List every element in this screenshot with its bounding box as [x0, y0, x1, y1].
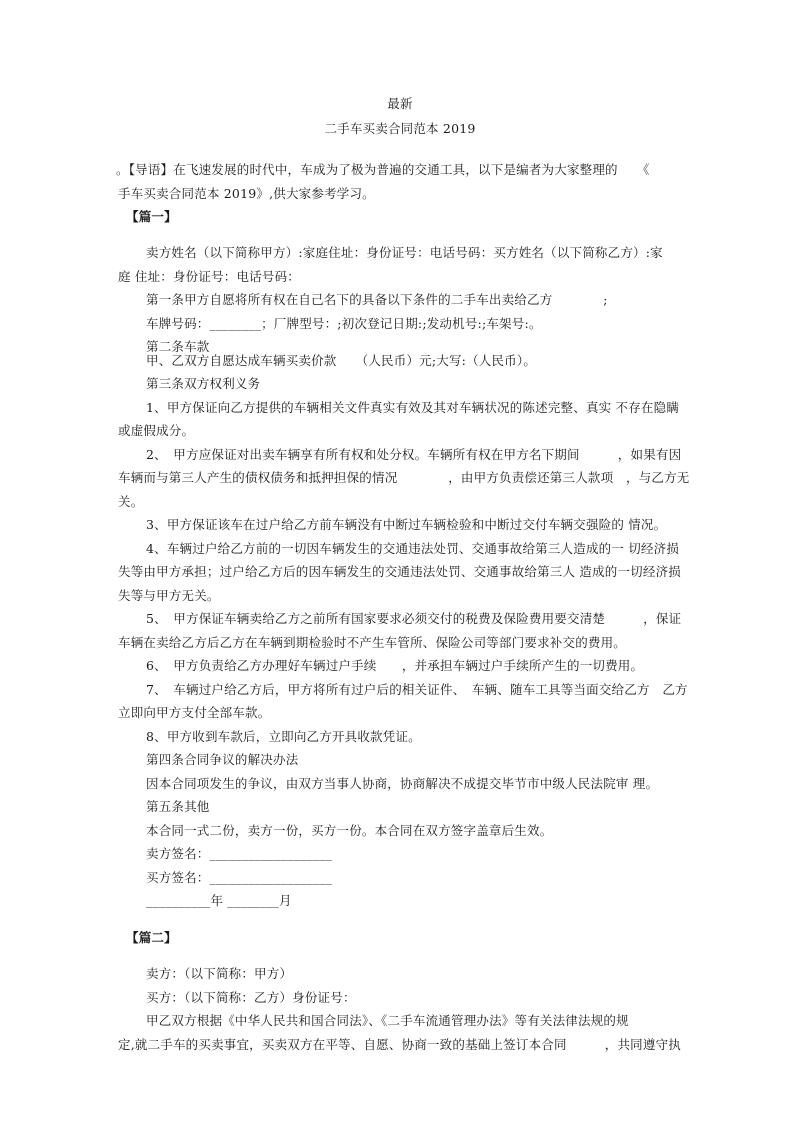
paragraph-line: 车辆在卖给乙方后乙方在车辆到期检验时不产生车管所、保险公司等部门要求补交的费用。: [118, 635, 627, 650]
article-heading: 第四条合同争议的解决办法: [146, 752, 299, 767]
document-title: 二手车买卖合同范本 2019: [324, 121, 476, 136]
intro-line-1: 。【导语】在飞速发展的时代中，车成为了极为普遍的交通工具，以下是编者为大家整理的 《: [116, 162, 650, 177]
paragraph-line: 或虚假成分。: [118, 423, 195, 438]
paragraph-line: 6、 甲方负责给乙方办理好车辆过户手续 ，并承担车辆过户手续所产生的一切费用。: [146, 658, 644, 673]
paragraph-line: 失等与甲方无关。: [118, 588, 220, 603]
paragraph-line: 卖方姓名（以下简称甲方）:家庭住址：身份证号：电话号码：买方姓名（以下简称乙方）:家: [146, 245, 663, 260]
article-heading: 第二条车款: [146, 339, 210, 354]
paragraph-line: 4、车辆过户给乙方前的一切因车辆发生的交通违法处罚、交通事故给第三人造成的一 切经济损: [146, 541, 680, 556]
buyer-signature-line: 买方签名：___________________: [146, 870, 333, 885]
paragraph-line: 第一条甲方自愿将所有权在自己名下的具备以下条件的二手车出卖给乙方 ;: [146, 292, 608, 307]
paragraph-line: 定,就二手车的买卖事宜，买卖双方在平等、自愿、协商一致的基础上签订本合同 ，共同遵守执: [118, 1037, 681, 1052]
paragraph-line: 车辆而与第三人产生的债权债务和抵押担保的情况 ，由甲方负责偿还第三人款项 ，与乙方无: [118, 470, 690, 485]
paragraph-line: 2、 甲方应保证对出卖车辆享有所有权和处分权。车辆所有权在甲方名下期间 ，如果有因: [146, 447, 682, 462]
date-line: __________年 ________月: [146, 893, 292, 908]
article-heading: 第五条其他: [146, 799, 210, 814]
document-header: 最新: [387, 96, 413, 111]
paragraph-line: 庭 住址：身份证号：电话号码：: [118, 269, 300, 284]
paragraph-line: 关。: [118, 494, 144, 509]
paragraph-line: 3、甲方保证该车在过户给乙方前车辆没有中断过车辆检验和中断过交付车辆交强险的 情况。: [146, 517, 667, 532]
paragraph-line: 本合同一式二份，卖方一份，买方一份。本合同在双方签字盖章后生效。: [146, 823, 553, 838]
paragraph-line: 甲、乙双方自愿达成车辆买卖价款 （人民币）元;大写:（人民币）。: [146, 353, 537, 368]
paragraph-line: 7、 车辆过户给乙方后，甲方将所有过户后的相关证件、 车辆、随车工具等当面交给乙方 乙方: [146, 682, 688, 697]
paragraph-line: 5、 甲方保证车辆卖给乙方之前所有国家要求必须交付的税费及保险费用要交清楚 ，保证: [146, 611, 682, 626]
paragraph-line: 1、甲方保证向乙方提供的车辆相关文件真实有效及其对车辆状况的陈述完整、真实 不存在隐瞒: [146, 400, 680, 415]
section-heading-1: 【篇一】: [126, 209, 177, 224]
paragraph-line: 因本合同项发生的争议，由双方当事人协商，协商解决不成提交毕节市中级人民法院审 理。: [146, 776, 659, 791]
article-heading: 第三条双方权利义务: [146, 376, 261, 391]
paragraph-line: 8、甲方收到车款后，立即向乙方开具收款凭证。: [146, 729, 421, 744]
seller-signature-line: 卖方签名：___________________: [146, 846, 333, 861]
paragraph-line: 车牌号码：________；厂牌型号：;初次登记日期:;发动机号:;车架号:。: [146, 316, 542, 331]
paragraph-line: 失等由甲方承担；过户给乙方后的因车辆发生的交通违法处罚、交通事故给第三人 造成的一切经济损: [118, 564, 681, 579]
section-heading-2: 【篇二】: [126, 930, 177, 945]
paragraph-line: 立即向甲方支付全部车款。: [118, 705, 271, 720]
paragraph-line: 卖方：（以下简称：甲方）: [146, 966, 293, 981]
paragraph-line: 甲乙双方根据《中华人民共和国合同法》、《二手车流通管理办法》等有关法律法规的规: [146, 1013, 629, 1028]
paragraph-line: 买方：（以下简称：乙方）身份证号：: [146, 990, 356, 1005]
intro-line-2: 手车买卖合同范本 2019》,供大家参考学习。: [118, 186, 375, 201]
